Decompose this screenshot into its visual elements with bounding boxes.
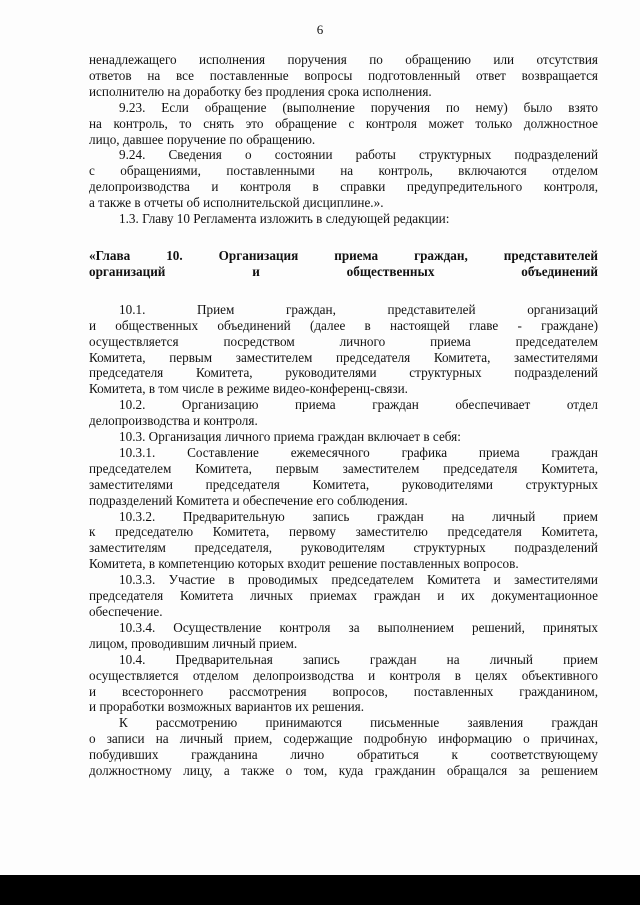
text-line: с обращениями, поставленными на контроль, включаются отделом: [89, 163, 598, 179]
text-line: 9.23. Если обращение (выполнение поручения по нему) было взято: [119, 99, 598, 115]
text-line: и общественных объединений (далее в настоящей главе - граждане): [89, 317, 598, 333]
text-line: осуществляется посредством личного приема председателем: [89, 333, 598, 349]
spacer: [89, 227, 598, 248]
text-line: на контроль, то снять это обращение с контроля может только должностное: [89, 115, 598, 131]
text-line: 10.3.3. Участие в проводимых председателем Комитета и заместителями: [119, 572, 598, 588]
page-number: 6: [316, 22, 324, 37]
text-line: осуществляется отделом делопроизводства и контроля в целях объективного: [89, 667, 598, 683]
chapter-heading-line-2: организаций и общественных объединений: [89, 263, 598, 279]
document-body: [89, 52, 598, 779]
text-line: председателем Комитета, первым заместителем председателя Комитета,: [89, 460, 598, 476]
text-line: подразделений Комитета и обеспечение его соблюдения.: [89, 492, 408, 508]
text-line: заместителям председателя, руководителям структурных подразделений: [89, 540, 598, 556]
text-line: 10.3.1. Составление ежемесячного графика приема граждан: [119, 444, 598, 460]
text-line: Комитета, в том числе в режиме видео-конференц-связи.: [89, 381, 408, 397]
text-line: а также в отчеты об исполнительской дисциплине.».: [89, 195, 384, 211]
text-line: делопроизводства и контроля в справки предупредительного контроля,: [89, 179, 598, 195]
spacer: [89, 280, 598, 302]
text-line: ответов на все поставленные вопросы подготовленный ответ возвращается: [89, 67, 598, 83]
text-line: исполнителю на доработку без продления срока исполнения.: [89, 83, 432, 99]
text-line: 10.3. Организация личного приема граждан включает в себя:: [119, 429, 461, 445]
text-line: председателя Комитета личных приемах граждан и их документационное: [89, 588, 598, 604]
text-line: и проработки возможных вариантов их решения.: [89, 699, 365, 715]
text-line: 10.2. Организацию приема граждан обеспечивает отдел: [119, 397, 598, 413]
text-line: и всестороннего рассмотрения вопросов, поставленных гражданином,: [89, 683, 598, 699]
text-line: 9.24. Сведения о состоянии работы структурных подразделений: [119, 147, 598, 163]
text-line: Комитета, первым заместителем председателя Комитета, заместителями: [89, 349, 598, 365]
text-line: ненадлежащего исполнения поручения по обращению или отсутствия: [89, 52, 598, 67]
text-line: 10.3.4. Осуществление контроля за выполнением решений, принятых: [119, 619, 598, 635]
text-line: лицом, проводившим личный прием.: [89, 635, 298, 651]
text-line: заместителями председателя Комитета, руководителями структурных: [89, 476, 598, 492]
text-line: 1.3. Главу 10 Регламента изложить в следующей редакции:: [119, 211, 450, 227]
text-line: к председателю Комитета, первому заместителю председателя Комитета,: [89, 524, 598, 540]
scan-bottom-border: [0, 875, 640, 905]
text-line: должностному лицу, а также о том, куда гражданин обращался за решением: [89, 763, 598, 779]
text-line: о записи на личный прием, содержащие подробную информацию о причинах,: [89, 731, 598, 747]
text-line: обеспечение.: [89, 604, 163, 619]
text-line: побудивших гражданина лично обратиться к соответствующему: [89, 747, 598, 763]
text-line: Комитета, в компетенцию которых входит решение поставленных вопросов.: [89, 556, 519, 572]
text-line: 10.3.2. Предварительную запись граждан на личный прием: [119, 508, 598, 524]
text-line: председателя Комитета, руководителями структурных подразделений: [89, 365, 598, 381]
text-line: К рассмотрению принимаются письменные заявления граждан: [119, 715, 598, 731]
text-line: 10.1. Прием граждан, представителей организаций: [119, 301, 598, 317]
text-line: 10.4. Предварительная запись граждан на личный прием: [119, 651, 598, 667]
chapter-heading-line-1: «Глава 10. Организация приема граждан, представителей: [89, 247, 598, 263]
text-line: делопроизводства и контроля.: [89, 413, 258, 429]
text-line: лицо, давшее поручение по обращению.: [89, 131, 316, 147]
